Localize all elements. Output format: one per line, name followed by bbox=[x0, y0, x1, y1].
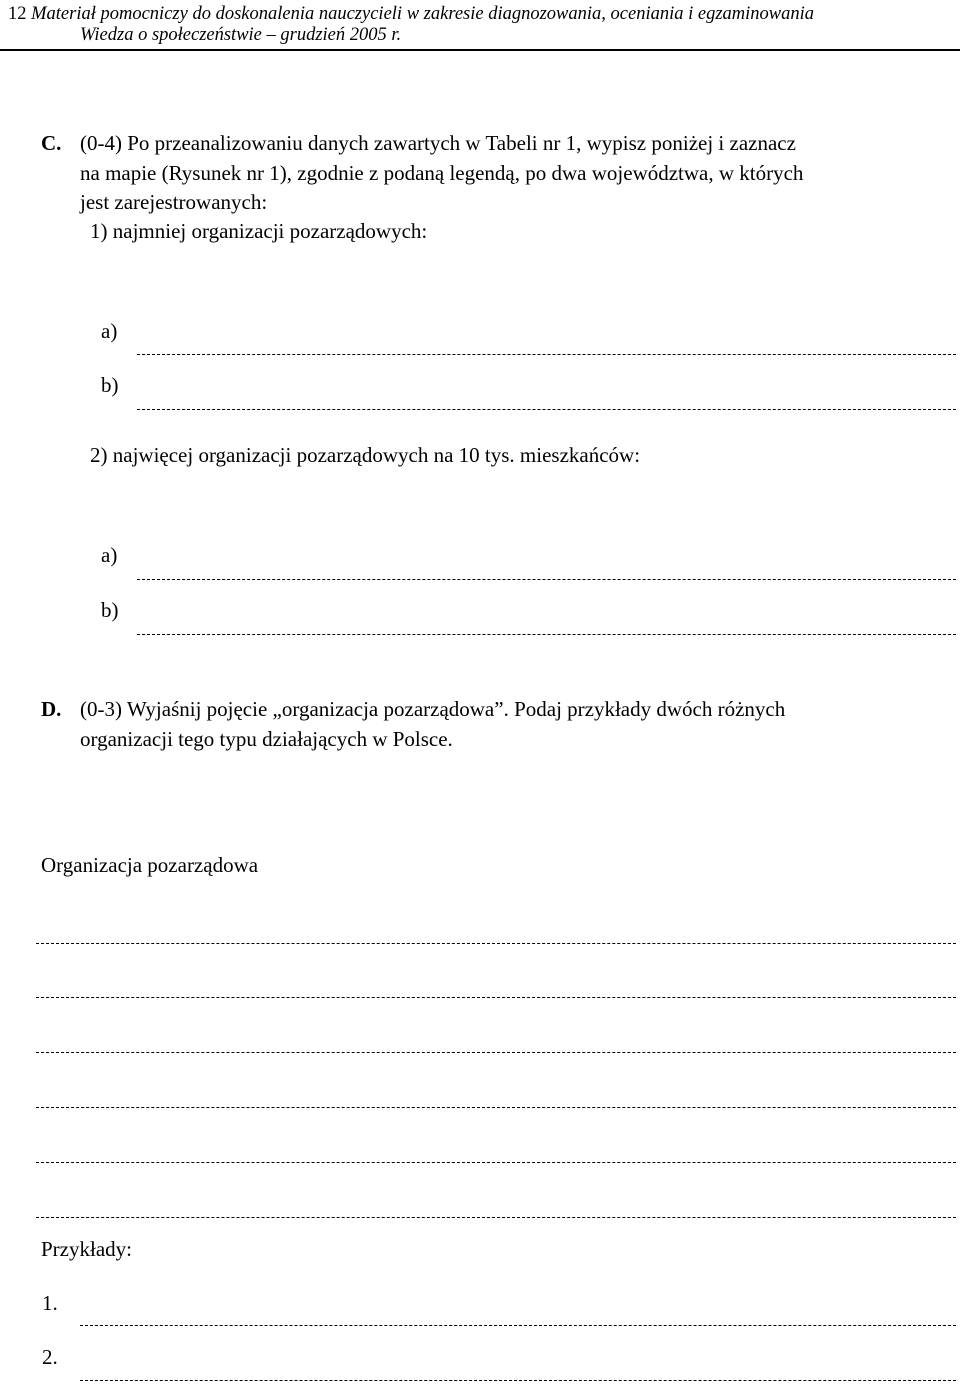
example-2-answer-line[interactable] bbox=[80, 1380, 956, 1381]
page-number: 12 bbox=[8, 4, 27, 24]
header-rule bbox=[0, 49, 960, 51]
answer-line-c2b[interactable] bbox=[137, 634, 956, 635]
definition-answer-line-5[interactable] bbox=[36, 1162, 956, 1163]
task-d-marker: D. bbox=[41, 697, 62, 721]
header-subtitle: Wiedza o społeczeństwie – grudzień 2005 r. bbox=[80, 25, 402, 45]
task-c-line-3: jest zarejestrowanych: bbox=[80, 190, 268, 214]
definition-answer-line-1[interactable] bbox=[36, 943, 956, 944]
definition-answer-line-4[interactable] bbox=[36, 1107, 956, 1108]
definition-answer-line-3[interactable] bbox=[36, 1052, 956, 1053]
task-c-line-2: na mapie (Rysunek nr 1), zgodnie z podaną legendą, po dwa województwa, w których bbox=[80, 161, 804, 185]
example-1-answer-line[interactable] bbox=[80, 1325, 956, 1326]
examples-label: Przykłady: bbox=[41, 1237, 132, 1261]
task-c-item-1-label: 1) najmniej organizacji pozarządowych: bbox=[90, 219, 428, 243]
definition-answer-line-2[interactable] bbox=[36, 997, 956, 998]
answer-line-c2a[interactable] bbox=[137, 579, 956, 580]
example-2-number: 2. bbox=[42, 1345, 58, 1369]
task-d-line-2: organizacji tego typu działających w Polsce. bbox=[80, 727, 453, 751]
task-c-item-1-a-label: a) bbox=[101, 319, 118, 343]
answer-line-c1b[interactable] bbox=[137, 409, 956, 410]
task-c-item-1-b-label: b) bbox=[101, 373, 119, 397]
task-d-line-1: (0-3) Wyjaśnij pojęcie „organizacja pozarządowa”. Podaj przykłady dwóch różnych bbox=[80, 697, 786, 721]
answer-line-c1a[interactable] bbox=[137, 354, 956, 355]
task-c-item-2-label: 2) najwięcej organizacji pozarządowych na 10 tys. mieszkańców: bbox=[90, 443, 641, 467]
definition-answer-line-6[interactable] bbox=[36, 1217, 956, 1218]
definition-label: Organizacja pozarządowa bbox=[41, 853, 259, 877]
task-c-item-2-a-label: a) bbox=[101, 543, 118, 567]
task-c-item-2-b-label: b) bbox=[101, 598, 119, 622]
header-title: Materiał pomocniczy do doskonalenia nauczycieli w zakresie diagnozowania, oceniania i egzaminowania bbox=[31, 4, 815, 24]
task-c-marker: C. bbox=[41, 131, 62, 155]
example-1-number: 1. bbox=[42, 1291, 58, 1315]
page-header bbox=[8, 2, 814, 27]
task-c-line-1: (0-4) Po przeanalizowaniu danych zawartych w Tabeli nr 1, wypisz poniżej i zaznacz bbox=[80, 131, 796, 155]
